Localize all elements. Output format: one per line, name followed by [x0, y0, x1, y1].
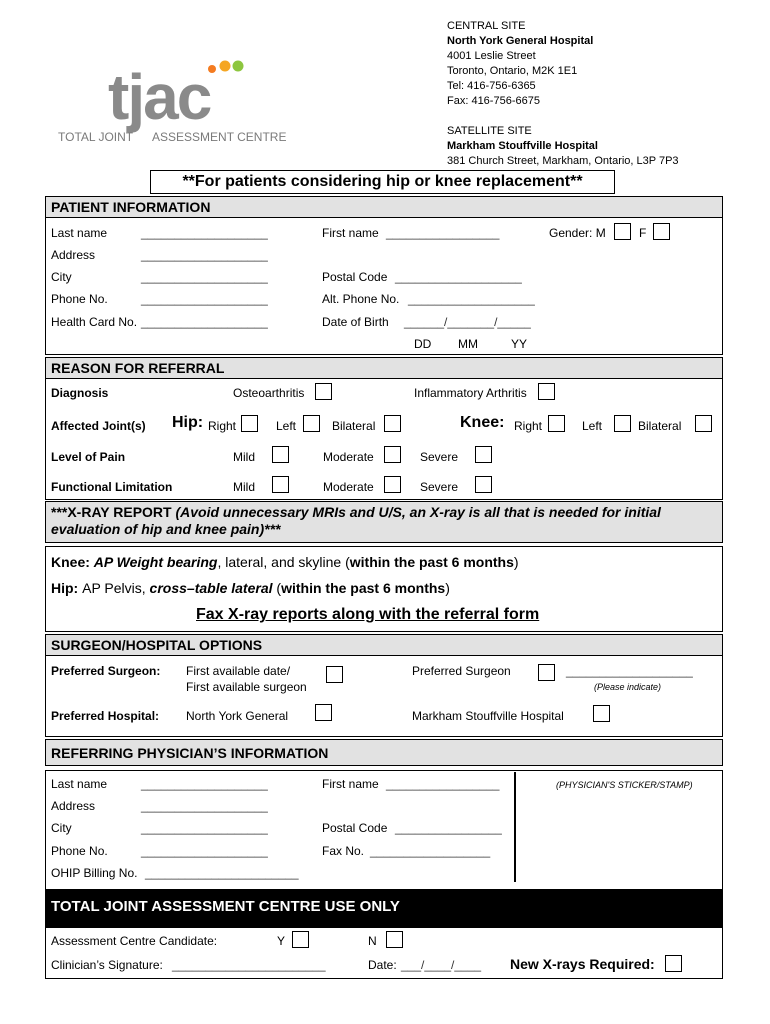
pref-surgeon-field[interactable]: ___________________: [566, 664, 693, 678]
gender-label: Gender: M: [549, 226, 606, 240]
central-fax: Fax: 416-756-6675: [447, 95, 540, 107]
knee-right-label: Right: [514, 419, 543, 433]
patient-heading: [45, 196, 723, 218]
new-xrays-label: New X-rays Required:: [510, 956, 655, 972]
signature-label: Clinician’s Signature:: [51, 958, 163, 972]
date-label: Date:: [368, 958, 397, 972]
tjac-logo: [58, 52, 298, 152]
phys-last-field[interactable]: ___________________: [141, 777, 268, 791]
satellite-label: SATELLITE SITE: [447, 125, 532, 137]
phys-address-field[interactable]: ___________________: [141, 799, 268, 813]
pain-mild-label: Mild: [233, 450, 256, 464]
gender-f-label: F: [639, 226, 647, 240]
osteo-label: Osteoarthritis: [233, 386, 305, 400]
first-available-1: First available date/: [186, 664, 291, 678]
xray-knee-end: ): [513, 554, 519, 570]
physician-heading-text: REFERRING PHYSICIAN’S INFORMATION: [51, 745, 329, 761]
candidate-n-checkbox[interactable]: [386, 931, 403, 948]
candidate-n-label: N: [368, 934, 377, 948]
phys-city-field[interactable]: ___________________: [141, 821, 268, 835]
phys-postal-field[interactable]: ________________: [395, 821, 502, 835]
date-field[interactable]: ___/____/____: [401, 958, 482, 972]
central-label: CENTRAL SITE: [447, 20, 526, 32]
xray-heading: [45, 501, 723, 543]
new-xrays-checkbox[interactable]: [665, 955, 682, 972]
pref-surgeon-option-label: Preferred Surgeon: [412, 664, 511, 678]
pain-moderate-checkbox[interactable]: [384, 446, 401, 463]
func-mild-label: Mild: [233, 480, 256, 494]
patient-last-label: Last name: [51, 226, 108, 240]
xray-hip-line: [51, 580, 450, 596]
xray-heading-plain: ***X-RAY REPORT: [51, 504, 176, 520]
fax-note: Fax X-ray reports along with the referral form: [196, 606, 540, 623]
physician-heading: [45, 739, 723, 766]
xray-hip-mid: (: [272, 580, 282, 596]
xray-hip-plain: AP Pelvis,: [82, 580, 150, 596]
knee-bilateral-checkbox[interactable]: [695, 415, 712, 432]
hip-left-checkbox[interactable]: [303, 415, 320, 432]
patient-address-label: Address: [51, 248, 96, 262]
central-city: Toronto, Ontario, M2K 1E1: [447, 65, 578, 77]
patient-city-field[interactable]: ___________________: [141, 270, 268, 284]
hip-left-label: Left: [276, 419, 297, 433]
phys-phone-field[interactable]: ___________________: [141, 844, 268, 858]
logo-dot-orange: [220, 61, 231, 72]
func-severe-label: Severe: [420, 480, 459, 494]
phys-postal-label: Postal Code: [322, 821, 388, 835]
phys-city-label: City: [51, 821, 72, 835]
pain-moderate-label: Moderate: [323, 450, 374, 464]
knee-label: Knee:: [460, 414, 505, 431]
phys-address-label: Address: [51, 799, 96, 813]
diagnosis-label: Diagnosis: [51, 386, 109, 400]
ohip-label: OHIP Billing No.: [51, 866, 138, 880]
surgeon-heading: [45, 634, 723, 656]
central-name: North York General Hospital: [447, 35, 594, 47]
nygh-label: North York General: [186, 709, 289, 723]
patient-phone-label: Phone No.: [51, 292, 108, 306]
xray-hip-bold: within the past 6 months: [281, 580, 446, 596]
pain-severe-label: Severe: [420, 450, 459, 464]
patient-city-label: City: [51, 270, 72, 284]
hip-label: Hip:: [172, 414, 204, 431]
patient-postal-field[interactable]: ___________________: [395, 270, 522, 284]
functional-label: Functional Limitation: [51, 480, 173, 494]
xray-heading-italic: (Avoid unnecessary MRIs and U/S, an X-ray is all that is needed for initial evaluation of hip and knee pain)***: [51, 504, 661, 537]
please-indicate: (Please indicate): [594, 682, 662, 692]
referral-heading-text: REASON FOR REFERRAL: [51, 360, 225, 376]
patient-postal-label: Postal Code: [322, 270, 388, 284]
xray-knee-line: [51, 554, 519, 570]
logo-subtitle-right: ASSESSMENT CENTRE: [152, 130, 287, 144]
dob-label: Date of Birth: [322, 315, 389, 329]
patient-phone-field[interactable]: ___________________: [141, 292, 268, 306]
dob-field[interactable]: ______/_______/_____: [404, 315, 531, 329]
phys-first-label: First name: [322, 777, 379, 791]
knee-right-checkbox[interactable]: [548, 415, 565, 432]
xray-hip-label: Hip:: [51, 580, 83, 596]
xray-knee-label: Knee:: [51, 554, 94, 570]
logo-subtitle-left: TOTAL JOINT: [58, 130, 134, 144]
knee-left-checkbox[interactable]: [614, 415, 631, 432]
pref-surgeon-checkbox[interactable]: [538, 664, 555, 681]
func-moderate-label: Moderate: [323, 480, 374, 494]
msh-label: Markham Stouffville Hospital: [412, 709, 564, 723]
patient-alt-phone-label: Alt. Phone No.: [322, 292, 400, 306]
msh-checkbox[interactable]: [593, 705, 610, 722]
referral-heading: [45, 357, 723, 379]
xray-knee-mid: , lateral, and skyline (: [217, 554, 350, 570]
first-available-checkbox[interactable]: [326, 666, 343, 683]
gender-f-checkbox[interactable]: [653, 223, 670, 240]
ohip-field[interactable]: _______________________: [145, 866, 299, 880]
dob-dd: DD: [414, 337, 432, 351]
hip-right-checkbox[interactable]: [241, 415, 258, 432]
knee-bilateral-label: Bilateral: [638, 419, 682, 433]
logo-text: tjac: [108, 61, 211, 133]
surgeon-heading-text: SURGEON/HOSPITAL OPTIONS: [51, 637, 263, 653]
xray-knee-italic: AP Weight bearing: [93, 554, 218, 570]
banner: [150, 170, 615, 194]
dob-mm: MM: [458, 337, 478, 351]
satellite-name: Markham Stouffville Hospital: [447, 140, 598, 152]
dob-yy: YY: [511, 337, 528, 351]
candidate-y-checkbox[interactable]: [292, 931, 309, 948]
central-tel: Tel: 416-756-6365: [447, 80, 536, 92]
physician-stamp-label: (PHYSICIAN'S STICKER/STAMP): [556, 780, 693, 790]
phys-last-label: Last name: [51, 777, 108, 791]
preferred-surgeon-label: Preferred Surgeon:: [51, 664, 161, 678]
patient-heading-text: PATIENT INFORMATION: [51, 199, 211, 215]
patient-first-field[interactable]: _________________: [386, 226, 500, 240]
inflam-label: Inflammatory Arthritis: [414, 386, 527, 400]
first-available-2: First available surgeon: [186, 680, 307, 694]
candidate-label: Assessment Centre Candidate:: [51, 934, 218, 948]
hip-bilateral-checkbox[interactable]: [384, 415, 401, 432]
func-moderate-checkbox[interactable]: [384, 476, 401, 493]
xray-knee-bold: within the past 6 months: [349, 554, 514, 570]
central-street: 4001 Leslie Street: [447, 50, 536, 62]
pain-label: Level of Pain: [51, 450, 126, 464]
hip-right-label: Right: [208, 419, 237, 433]
banner-text: **For patients considering hip or knee replacement**: [182, 173, 583, 190]
preferred-hospital-label: Preferred Hospital:: [51, 709, 160, 723]
patient-last-field[interactable]: ___________________: [141, 226, 268, 240]
nygh-checkbox[interactable]: [315, 704, 332, 721]
candidate-y-label: Y: [277, 934, 286, 948]
pain-mild-checkbox[interactable]: [272, 446, 289, 463]
patient-address-field[interactable]: ___________________: [141, 248, 268, 262]
physician-stamp-divider: [514, 772, 516, 882]
phys-fax-label: Fax No.: [322, 844, 365, 858]
gender-m-checkbox[interactable]: [614, 223, 631, 240]
func-severe-checkbox[interactable]: [475, 476, 492, 493]
osteo-checkbox[interactable]: [315, 383, 332, 400]
affected-label: Affected Joint(s): [51, 419, 146, 433]
health-card-field[interactable]: ___________________: [141, 315, 268, 329]
inflam-checkbox[interactable]: [538, 383, 555, 400]
central-site: [447, 19, 679, 169]
xray-hip-italic: cross–table lateral: [149, 580, 273, 596]
phys-phone-label: Phone No.: [51, 844, 108, 858]
health-card-label: Health Card No.: [51, 315, 138, 329]
patient-first-label: First name: [322, 226, 379, 240]
func-mild-checkbox[interactable]: [272, 476, 289, 493]
hip-bilateral-label: Bilateral: [332, 419, 376, 433]
xray-hip-end: ): [445, 580, 450, 596]
phys-fax-field[interactable]: __________________: [370, 844, 491, 858]
satellite-address: 381 Church Street, Markham, Ontario, L3P 7P3: [447, 155, 679, 167]
tjac-use-heading-text: TOTAL JOINT ASSESSMENT CENTRE USE ONLY: [51, 898, 400, 915]
signature-field[interactable]: _______________________: [172, 958, 326, 972]
tjac-use-heading: [45, 890, 723, 928]
logo-dot-green: [233, 61, 244, 72]
pain-severe-checkbox[interactable]: [475, 446, 492, 463]
knee-left-label: Left: [582, 419, 603, 433]
patient-alt-phone-field[interactable]: ___________________: [408, 292, 535, 306]
phys-first-field[interactable]: _________________: [386, 777, 500, 791]
